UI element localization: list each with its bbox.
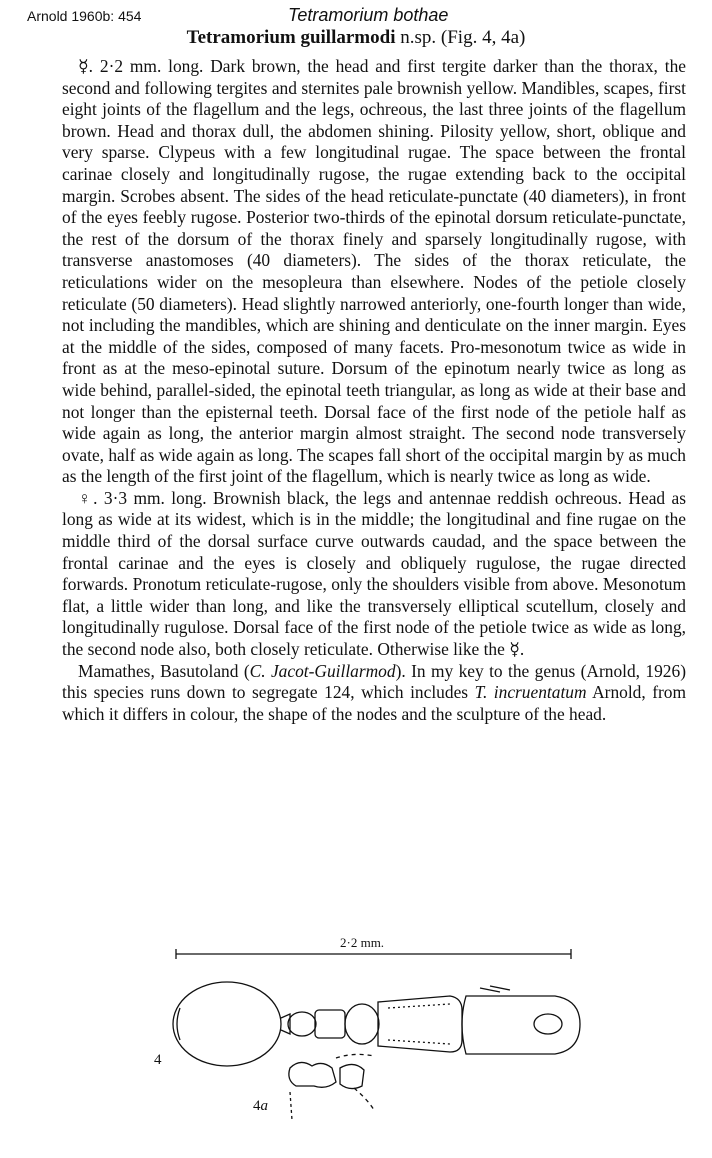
ant-spine-lines bbox=[480, 986, 510, 992]
species-name: Tetramorium guillarmodi bbox=[186, 27, 396, 48]
female-symbol: ♀. bbox=[78, 487, 98, 508]
description-body bbox=[62, 56, 686, 725]
ant-petiole-node2 bbox=[345, 1004, 379, 1044]
figure-reference: (Fig. 4, 4a) bbox=[440, 27, 526, 48]
running-title: Tetramorium bothae bbox=[288, 5, 449, 25]
species-title bbox=[0, 27, 712, 49]
species-status: n.sp. bbox=[400, 27, 437, 48]
worker-text: 2·2 mm. long. Dark brown, the head and first tergite darker than the thorax, the second and following tergites and sternites pale brownish yellow. Mandibles, scapes, first eight joints of the flagellum and the legs, ochreous, the last three joints of the flagellum brown. Head and thorax dull, the abdomen shining. Pilosity yellow, short, oblique and very sparse. Clypeus with a few longitudinal rugae. The space between the frontal carinae closely and longitudinally rugose, the rugae extending back to the occipital margin. Scrobes absent. The sides of the head reticulate-punctate (40 diameters), in front of the eyes feebly rugose. Posterior two-thirds of the epinotal dorsum reticulate-punctate, the rest of the dorsum of the thorax finely and sparsely longitudinally rugose, with transverse anastomoses (40 diameters). The sides of the thorax reticulate, the reticulations wider on the mesopleura than elsewhere. Nodes of the petiole closely reticulate (50 diameters). Head slightly narrowed anteriorly, one-fourth longer than wide, not including the mandibles, which are shining and denticulate on the inner margin. Eyes at the middle of the sides, composed of many facets. Pro-mesonotum twice as wide in front as at the meso-epinotal suture. Dorsum of the epinotum nearly twice as long as wide behind, parallel-sided, the epinotal teeth triangular, as long as wide at their base and not longer than the episternal teeth. Dorsal face of the first node of the petiole half as wide again as long, the anterior margin almost straight. The second node transversely ovate, half as wide again as long. The scapes fall short of the occipital margin by as much as the length of the first joint of the flagellum, which is nearly twice as long as wide. bbox=[62, 56, 686, 487]
figure-label-4: 4 bbox=[154, 1052, 162, 1068]
female-description bbox=[62, 488, 686, 661]
scale-label: 2·2 mm. bbox=[340, 935, 385, 950]
ant-petiole-side-view-2 bbox=[340, 1064, 364, 1088]
worker-symbol: ☿. bbox=[78, 56, 94, 76]
collector-name: C. Jacot-Guillarmod bbox=[249, 660, 396, 681]
ant-figure bbox=[150, 930, 590, 1130]
figure-label-4a: 4a bbox=[253, 1098, 268, 1114]
related-species: T. incruentatum bbox=[474, 682, 587, 703]
locality-paragraph bbox=[62, 661, 686, 726]
key-text: ). In my key to the genus (Arnold, 1926) this species runs down to segregate 124, which includes bbox=[62, 660, 686, 703]
ant-pronotum bbox=[288, 1012, 316, 1036]
ant-head bbox=[173, 982, 281, 1066]
ant-mandible-edge bbox=[177, 1008, 180, 1040]
comparison-text: Arnold, from which it differs in colour, the shape of the nodes and the sculpture of the head. bbox=[62, 682, 687, 724]
female-text: 3·3 mm. long. Brownish black, the legs and antennae reddish ochreous. Head as long as wide at its widest, which is in the middle; the longitudinal and fine rugae on the middle third of the dorsal surface curve outwards caudad, and the space between the frontal carinae and the eyes is closely and obliquely rugulose, the rugae directed forwards. Pronotum reticulate-rugose, only the shoulders visible from above. Mesonotum flat, a little wider than long, and like the transversely elliptical scutellum, closely and longitudinally rugulose. Dorsal face of the first node of the petiole twice as wide as long, the second node also, both closely reticulate. Otherwise like the ☿. bbox=[62, 487, 687, 660]
ant-gaster-plate bbox=[534, 1014, 562, 1034]
ant-drawing bbox=[150, 930, 590, 1130]
worker-description bbox=[62, 56, 686, 488]
ant-petiole-side-view bbox=[289, 1062, 336, 1087]
ant-petiole-node1 bbox=[315, 1010, 345, 1038]
citation-label: Arnold 1960b: 454 bbox=[27, 8, 142, 24]
locality-text: Mamathes, Basutoland ( bbox=[78, 660, 250, 681]
